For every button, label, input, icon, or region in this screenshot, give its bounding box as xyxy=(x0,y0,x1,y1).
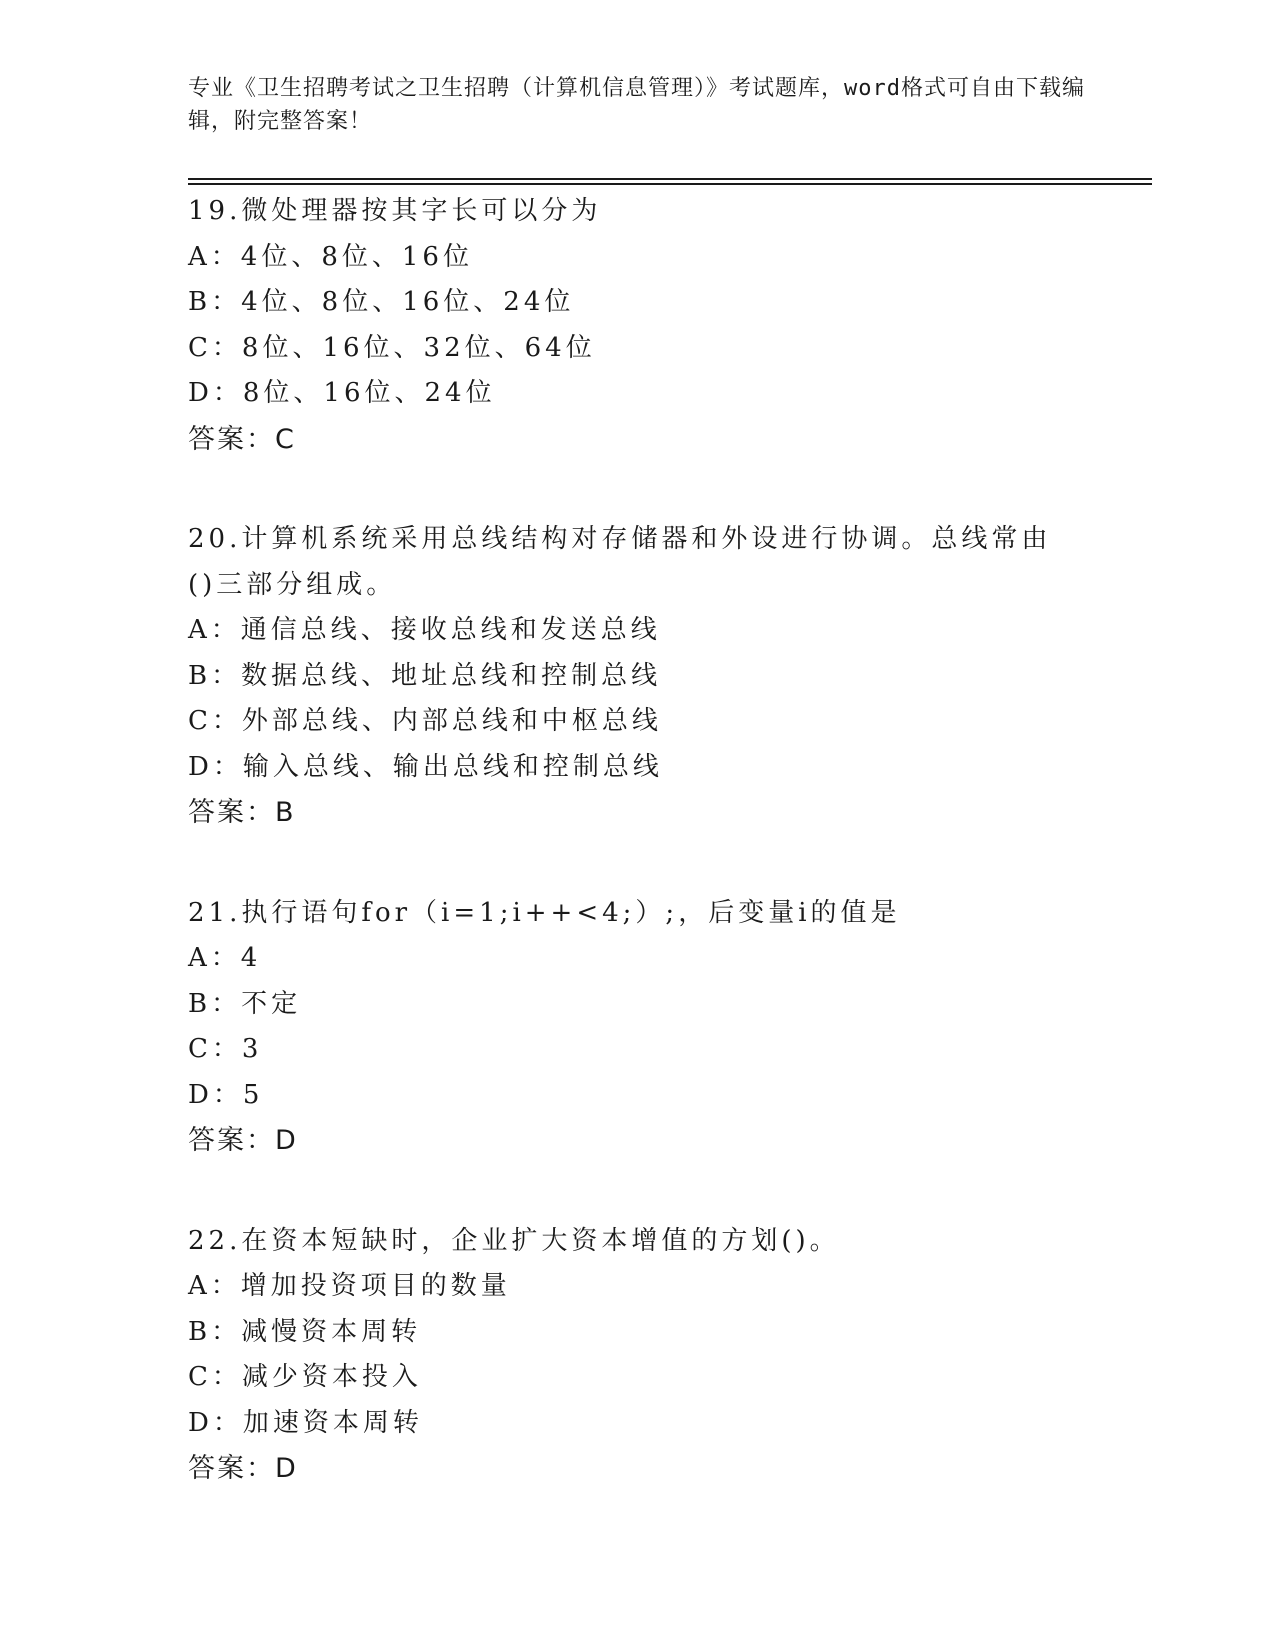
option-key: D： xyxy=(188,1079,243,1110)
option-text: 输入总线、输出总线和控制总线 xyxy=(242,751,663,782)
option-key: C： xyxy=(188,332,242,363)
answer-line: 答案：B xyxy=(188,797,296,828)
option-c xyxy=(188,326,1088,372)
option-b xyxy=(188,982,1088,1028)
question-stem: 22.在资本短缺时，企业扩大资本增值的方划()。 xyxy=(188,1225,840,1256)
answer-line: 答案：C xyxy=(188,423,296,455)
option-key: A： xyxy=(188,615,241,645)
option-key: A： xyxy=(188,241,241,272)
option-text: 减少资本投入 xyxy=(241,1362,422,1392)
question-20 xyxy=(188,517,1088,836)
option-key: A： xyxy=(188,943,241,973)
answer-line: 答案：D xyxy=(188,1453,298,1484)
option-key: D： xyxy=(188,378,243,408)
option-text: 8位、16位、32位、64位 xyxy=(241,332,596,363)
option-c xyxy=(188,1027,1088,1073)
option-text: 通信总线、接收总线和发送总线 xyxy=(240,615,661,645)
option-d xyxy=(188,1401,1088,1447)
option-key: D： xyxy=(188,751,243,782)
option-a xyxy=(188,608,1088,654)
option-text: 5 xyxy=(242,1079,264,1110)
option-text: 增加投资项目的数量 xyxy=(240,1271,511,1301)
option-text: 3 xyxy=(241,1034,263,1064)
option-b xyxy=(188,1310,1088,1356)
question-19 xyxy=(188,189,1088,462)
option-d xyxy=(188,371,1088,417)
option-key: C： xyxy=(188,1362,242,1392)
question-stem: 19.微处理器按其字长可以分为 xyxy=(188,196,602,226)
option-a xyxy=(188,235,1088,281)
divider-line-top xyxy=(188,178,1152,180)
option-d xyxy=(188,1073,1088,1119)
option-key: B： xyxy=(188,660,242,691)
divider-line-bottom xyxy=(188,183,1152,185)
option-text: 数据总线、地址总线和控制总线 xyxy=(241,660,662,691)
option-c xyxy=(188,699,1088,745)
option-key: A： xyxy=(188,1271,241,1301)
option-text: 4位、8位、16位、24位 xyxy=(241,287,575,317)
option-b xyxy=(188,280,1088,326)
option-b xyxy=(188,654,1088,700)
question-stem: 21.执行语句for（i=1;i++<4;）;，后变量i的值是 xyxy=(188,897,901,928)
option-key: C： xyxy=(188,1034,242,1064)
question-list xyxy=(188,189,1088,1547)
option-key: D： xyxy=(188,1407,243,1438)
option-key: B： xyxy=(188,988,242,1019)
question-22 xyxy=(188,1219,1088,1492)
question-stem: 20.计算机系统采用总线结构对存储器和外设进行协调。总线常由()三部分组成。 xyxy=(188,524,1052,600)
option-text: 加速资本周转 xyxy=(242,1407,423,1438)
option-a xyxy=(188,1264,1088,1310)
option-key: C： xyxy=(188,706,242,736)
option-text: 8位、16位、24位 xyxy=(242,378,496,408)
option-text: 不定 xyxy=(241,988,302,1019)
option-text: 4位、8位、16位 xyxy=(240,241,473,272)
option-key: B： xyxy=(188,287,242,317)
option-a xyxy=(188,936,1088,982)
answer-line: 答案：D xyxy=(188,1125,298,1156)
option-text: 外部总线、内部总线和中枢总线 xyxy=(241,706,662,736)
option-d xyxy=(188,745,1088,791)
option-text: 减慢资本周转 xyxy=(241,1316,422,1347)
option-key: B： xyxy=(188,1316,242,1347)
document-intro: 专业《卫生招聘考试之卫生招聘（计算机信息管理）》考试题库，word格式可自由下载编辑，附完整答案！ xyxy=(188,76,1085,134)
option-text: 4 xyxy=(240,943,262,973)
option-c xyxy=(188,1355,1088,1401)
question-21 xyxy=(188,891,1088,1164)
